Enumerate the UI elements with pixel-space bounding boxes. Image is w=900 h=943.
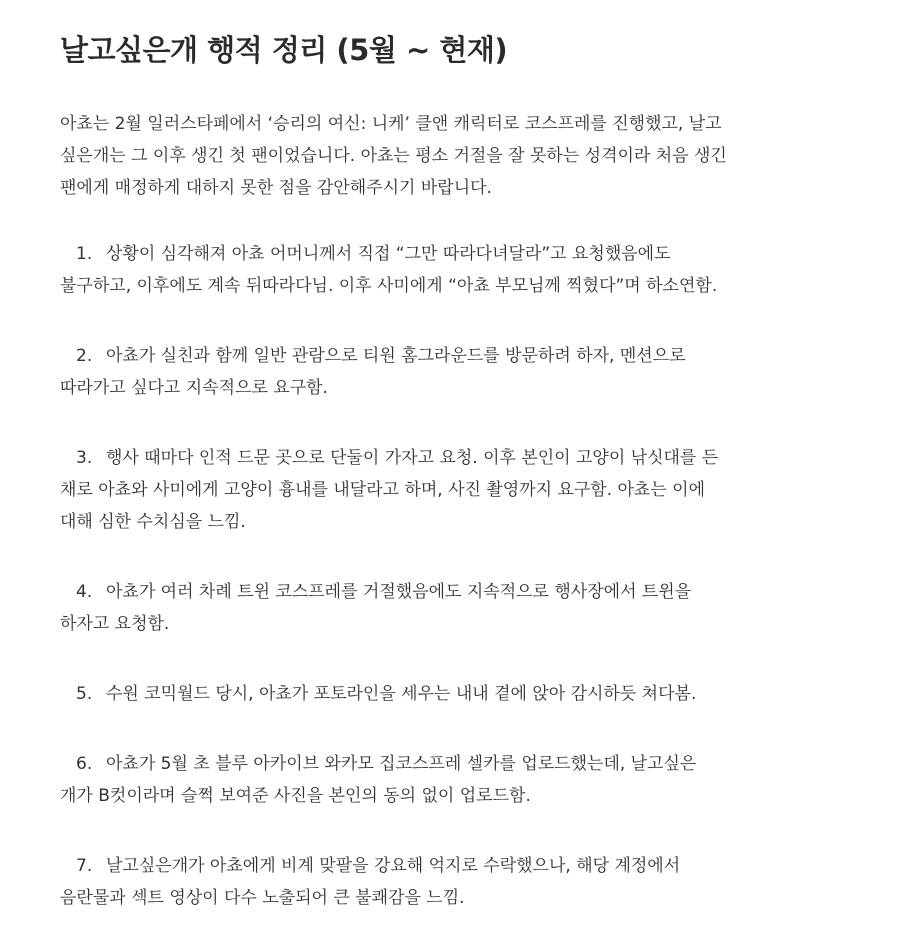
incident-list: [60, 238, 860, 914]
item-text: 상황이 심각해져 아쵸 어머니께서 직접 “그만 따라다녀달라”고 요청했음에도: [106, 244, 671, 264]
intro-paragraph: [60, 108, 860, 204]
item-number: 5.: [76, 684, 93, 704]
item-text: 음란물과 섹트 영상이 다수 노출되어 큰 불쾌감을 느낌.: [60, 888, 465, 908]
item-number: 3.: [76, 448, 93, 468]
list-item: [60, 238, 860, 302]
item-number: 6.: [76, 754, 93, 774]
item-number: 4.: [76, 582, 93, 602]
item-text: 하자고 요청함.: [60, 614, 170, 634]
item-number: 2.: [76, 346, 93, 366]
item-text: 따라가고 싶다고 지속적으로 요구함.: [60, 378, 328, 398]
list-item: [60, 678, 860, 710]
list-item: [60, 442, 860, 538]
item-text: 아쵸가 여러 차례 트윈 코스프레를 거절했음에도 지속적으로 행사장에서 트윈을: [106, 582, 692, 602]
item-text: 아쵸가 실친과 함께 일반 관람으로 티원 홈그라운드를 방문하려 하자, 멘션으로: [106, 346, 686, 366]
item-text: 행사 때마다 인적 드문 곳으로 단둘이 가자고 요청. 이후 본인이 고양이 낚싯대를 든: [106, 448, 719, 468]
intro-line: 싶은개는 그 이후 생긴 첫 팬이었습니다. 아쵸는 평소 거절을 잘 못하는 성격이라 처음 생긴: [60, 146, 727, 166]
list-item: [60, 340, 860, 404]
page-title: 날고싶은개 행적 정리 (5월 ~ 현재): [60, 33, 508, 67]
list-item: [60, 576, 860, 640]
item-number: 1.: [76, 244, 93, 264]
item-text: 아쵸가 5월 초 블루 아카이브 와카모 집코스프레 셀카를 업로드했는데, 날고싶은: [106, 754, 697, 774]
item-text: 대해 심한 수치심을 느낌.: [60, 512, 246, 532]
item-number: 7.: [76, 856, 93, 876]
intro-line: 아쵸는 2월 일러스타페에서 ‘승리의 여신: 니케’ 클앤 캐릭터로 코스프레를 진행했고, 날고: [60, 114, 722, 134]
item-text: 날고싶은개가 아쵸에게 비계 맞팔을 강요해 억지로 수락했으나, 해당 계정에서: [106, 856, 681, 876]
item-text: 채로 아쵸와 사미에게 고양이 흉내를 내달라고 하며, 사진 촬영까지 요구함. 아쵸는 이에: [60, 480, 706, 500]
item-text: 불구하고, 이후에도 계속 뒤따라다님. 이후 사미에게 “아쵸 부모님께 찍혔다”며 하소연함.: [60, 276, 718, 296]
item-text: 수원 코믹월드 당시, 아쵸가 포토라인을 세우는 내내 곁에 앉아 감시하듯 쳐다봄.: [106, 684, 697, 704]
list-item: [60, 850, 860, 914]
intro-line: 팬에게 매정하게 대하지 못한 점을 감안해주시기 바랍니다.: [60, 178, 492, 198]
list-item: [60, 748, 860, 812]
item-text: 개가 B컷이라며 슬쩍 보여준 사진을 본인의 동의 없이 업로드함.: [60, 786, 531, 806]
